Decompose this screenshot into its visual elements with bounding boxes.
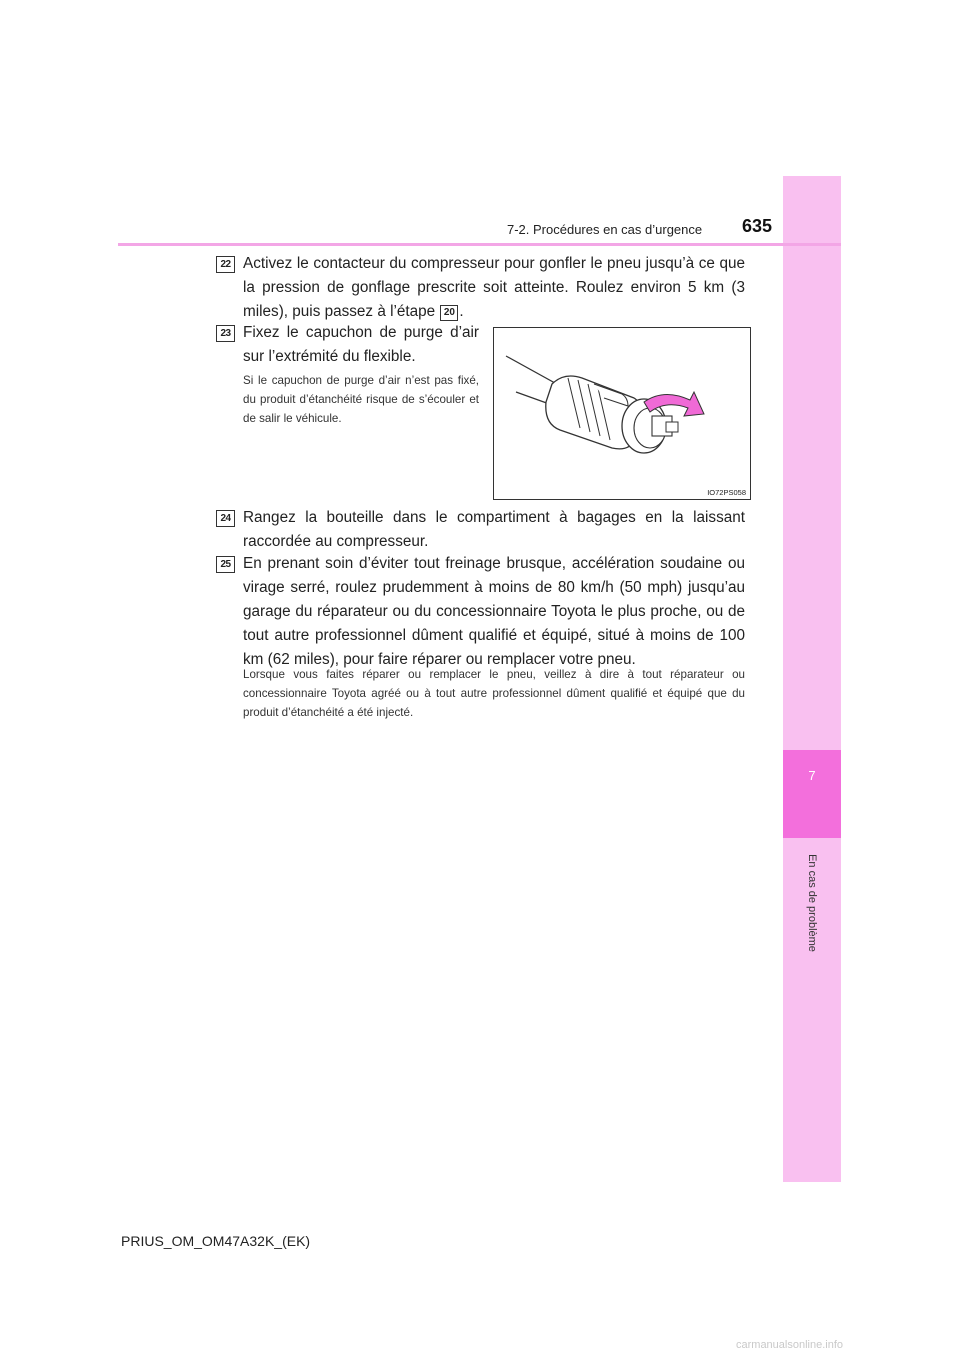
step-25-note: Lorsque vous faites réparer ou remplacer le pneu, veillez à dire à tout réparateur ou concessionnaire Toyota agréé ou à tout autre professionnel dûment qualifié et équipé que du produit d’étanchéité a été injecté. [243,668,745,719]
step-24-text: Rangez la bouteille dans le compartiment à bagages en la laissant raccordée au compresseur. [243,509,745,550]
step-23-note: Si le capuchon de purge d’air n’est pas fixé, du produit d’étanchéité risque de s’écouler et de salir le véhicule. [243,374,479,425]
side-strip [783,176,841,1182]
step-badge-24: 24 [216,510,235,527]
step-25-text: En prenant soin d’éviter tout freinage brusque, accélération soudaine ou virage serré, roulez prudemment à moins de 80 km/h (50 mph) jusqu’au garage du réparateur ou du concessionnaire Toyota le plus proche, ou de tout autre professionnel dûment qualifié et équipé, situé à moins de 100 km (62 miles), pour faire réparer ou remplacer votre pneu. [243,555,745,668]
chapter-title: En cas de problème [806,854,818,952]
section-header: 7-2. Procédures en cas d’urgence [507,222,703,237]
step-22-line2: (3 miles), puis passez à l’étape 20 . [243,279,745,320]
step-badge-22: 22 [216,256,235,273]
step-23-text: Fixez le capuchon de purge d’air sur l’extrémité du flexible. [243,324,479,365]
step-ref-badge[interactable]: 20 [440,305,458,321]
illustration-air-bleed-cap [493,327,751,500]
hose-cap-drawing [494,328,750,499]
step-badge-25: 25 [216,556,235,573]
chapter-number: 7 [808,768,816,783]
chapter-tab[interactable] [783,750,841,838]
step-22-line1: Activez le contacteur du compresseur pour gonfler le pneu jusqu’à ce que la pression de gonflage prescrite soit atteinte. Roulez environ 5 km [243,255,745,296]
step-22-text [243,252,745,324]
footer-model-code: PRIUS_OM_OM47A32K_(EK) [121,1233,311,1249]
chapter-title-vertical [783,848,841,958]
page-number: 635 [742,216,773,236]
header-rule [118,243,841,246]
figure-code: IO72PS058 [707,488,746,497]
step-badge-23: 23 [216,325,235,342]
watermark[interactable]: carmanualsonline.info [736,1339,844,1351]
